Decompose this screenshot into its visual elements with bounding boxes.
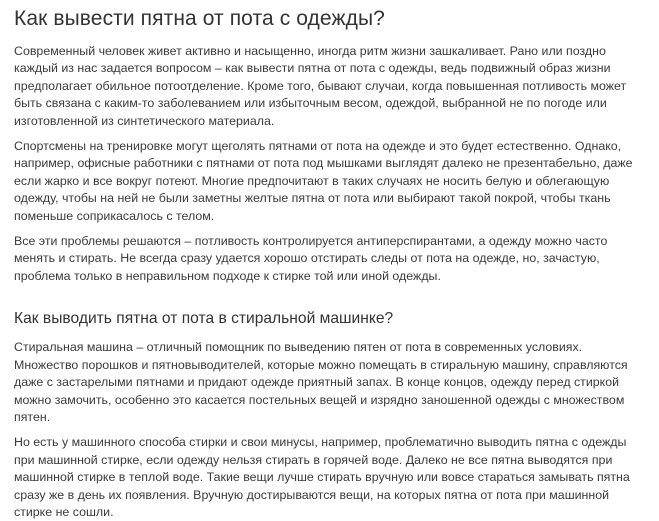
article-title: Как вывести пятна от пота с одежды? xyxy=(14,7,385,30)
paragraph-sportsmen: Спортсмены на тренировке могут щеголять пятнами от пота на одежде и это будет естественно. Однако, например, офисные работники с пятнами от пота под мышками выглядят далеко не презентабельно, даже если жарко и все вокруг потеют. Многие предпочитают в таких случаях не носить белую и облегающую одежду, чтобы на ней не были заметны желтые пятна от пота или выбирают такой покрой, чтобы ткань поменьше соприкасалось с телом. xyxy=(14,139,633,223)
paragraph-problems: Все эти проблемы решаются – потливость контролируется антиперспирантами, а одежду можно часто менять и стирать. Не всегда сразу удается хорошо отстирать следы от пота на одежде, но, зачастую, проблема только в неправильном подходе к стирке той или иной одежды. xyxy=(14,234,608,283)
paragraph-washing-machine: Стиральная машина – отличный помощник по выведению пятен от пота в современных условиях. Множество порошков и пятновыводителей, которые можно помещать в стиральную машину, справляются даже с застарелыми пятнами и придают одежде приятный запах. В конце концов, одежду перед стиркой можно замочить, особенно это касается постельных вещей и изрядно заношенной одежды с множеством пятен. xyxy=(14,340,628,424)
paragraph-machine-minuses: Но есть у машинного способа стирки и свои минусы, например, проблематично выводить пятна с одежды при машинной стирке, если одежду нельзя стирать в горячей воде. Далеко не все пятна выводятся при машинной стирке в теплой воде. Такие вещи лучше стирать вручную или вовсе стараться замывать пятна сразу же в день их появления. Вручную достирываются вещи, на которых пятна от пота при машинной стирке не сошли. xyxy=(14,435,630,519)
section-title: Как выводить пятна от пота в стиральной машинке? xyxy=(14,310,394,328)
paragraph-intro: Современный человек живет активно и насыщенно, иногда ритм жизни зашкаливает. Рано или поздно каждый из нас задается вопросом – как вывести пятна от пота с одежды, ведь подвижный образ жизни предполагает обильное потоотделение. Кроме того, бывают случаи, когда повышенная потливость может быть связана с каким-то заболеванием или избыточным весом, одеждой, выбранной не по погоде или изготовленной из синтетического материала. xyxy=(14,44,627,128)
